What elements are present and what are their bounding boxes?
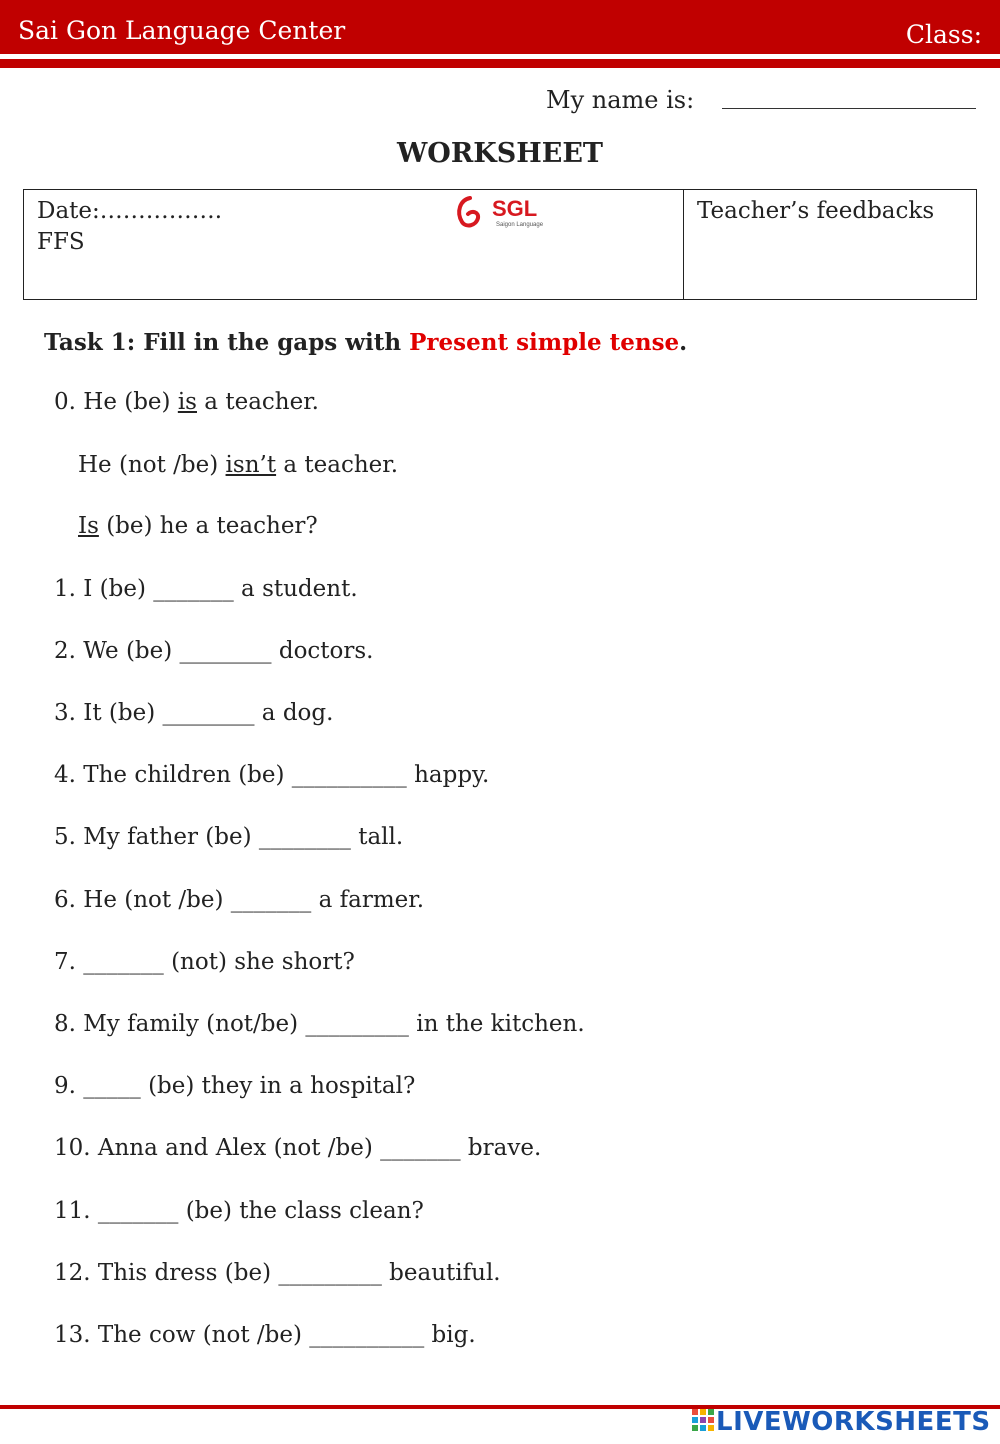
svg-text:SGL: SGL — [492, 196, 538, 221]
info-box — [23, 189, 977, 300]
task-prefix: Task 1: Fill in the gaps with — [44, 329, 410, 356]
example-answer: isn’t — [225, 452, 277, 478]
example-answer: is — [177, 389, 197, 415]
example-text: a teacher. — [276, 452, 399, 478]
task-suffix: . — [679, 329, 688, 356]
liveworksheets-logo — [692, 1407, 992, 1437]
question-10[interactable]: 10. Anna and Alex (not /be) _______ brave. — [54, 1135, 542, 1161]
svg-text:Saigon Language: Saigon Language — [496, 222, 544, 228]
task-highlight: Present simple tense — [409, 329, 680, 356]
example-line-3 — [78, 513, 318, 539]
liveworksheets-blocks-icon — [692, 1409, 714, 1433]
example-text: He (not /be) — [78, 452, 226, 478]
question-11[interactable]: 11. _______ (be) the class clean? — [54, 1198, 424, 1224]
question-2[interactable]: 2. We (be) ________ doctors. — [54, 638, 374, 664]
question-1[interactable]: 1. I (be) _______ a student. — [54, 576, 358, 602]
question-7[interactable]: 7. _______ (not) she short? — [54, 949, 355, 975]
question-13[interactable]: 13. The cow (not /be) __________ big. — [54, 1322, 476, 1348]
name-input-line[interactable] — [722, 108, 976, 109]
teacher-feedback-label: Teacher’s feedbacks — [697, 198, 935, 224]
question-6[interactable]: 6. He (not /be) _______ a farmer. — [54, 887, 425, 913]
box-divider — [683, 190, 684, 299]
example-text: a teacher. — [197, 389, 319, 415]
name-label: My name is: — [546, 86, 695, 114]
header-bar — [0, 0, 1000, 54]
date-field: Date:……………. — [37, 198, 223, 224]
question-8[interactable]: 8. My family (not/be) _________ in the kitchen. — [54, 1011, 585, 1037]
center-name: Sai Gon Language Center — [18, 16, 346, 45]
class-label: Class: — [905, 20, 982, 49]
example-line-2 — [78, 452, 398, 478]
question-4[interactable]: 4. The children (be) __________ happy. — [54, 762, 490, 788]
example-text: 0. He (be) — [54, 389, 178, 415]
sgl-logo — [454, 190, 564, 234]
example-answer: Is — [78, 513, 99, 539]
question-5[interactable]: 5. My father (be) ________ tall. — [54, 824, 404, 850]
example-line-1 — [54, 389, 319, 415]
question-12[interactable]: 12. This dress (be) _________ beautiful. — [54, 1260, 501, 1286]
example-text: (be) he a teacher? — [98, 513, 318, 539]
question-3[interactable]: 3. It (be) ________ a dog. — [54, 700, 334, 726]
header-rule — [0, 59, 1000, 68]
liveworksheets-wordmark: LIVEWORKSHEETS — [716, 1407, 991, 1437]
level-label: FFS — [37, 229, 85, 255]
question-9[interactable]: 9. _____ (be) they in a hospital? — [54, 1073, 416, 1099]
page-title: WORKSHEET — [396, 138, 603, 169]
task-heading — [44, 329, 687, 356]
